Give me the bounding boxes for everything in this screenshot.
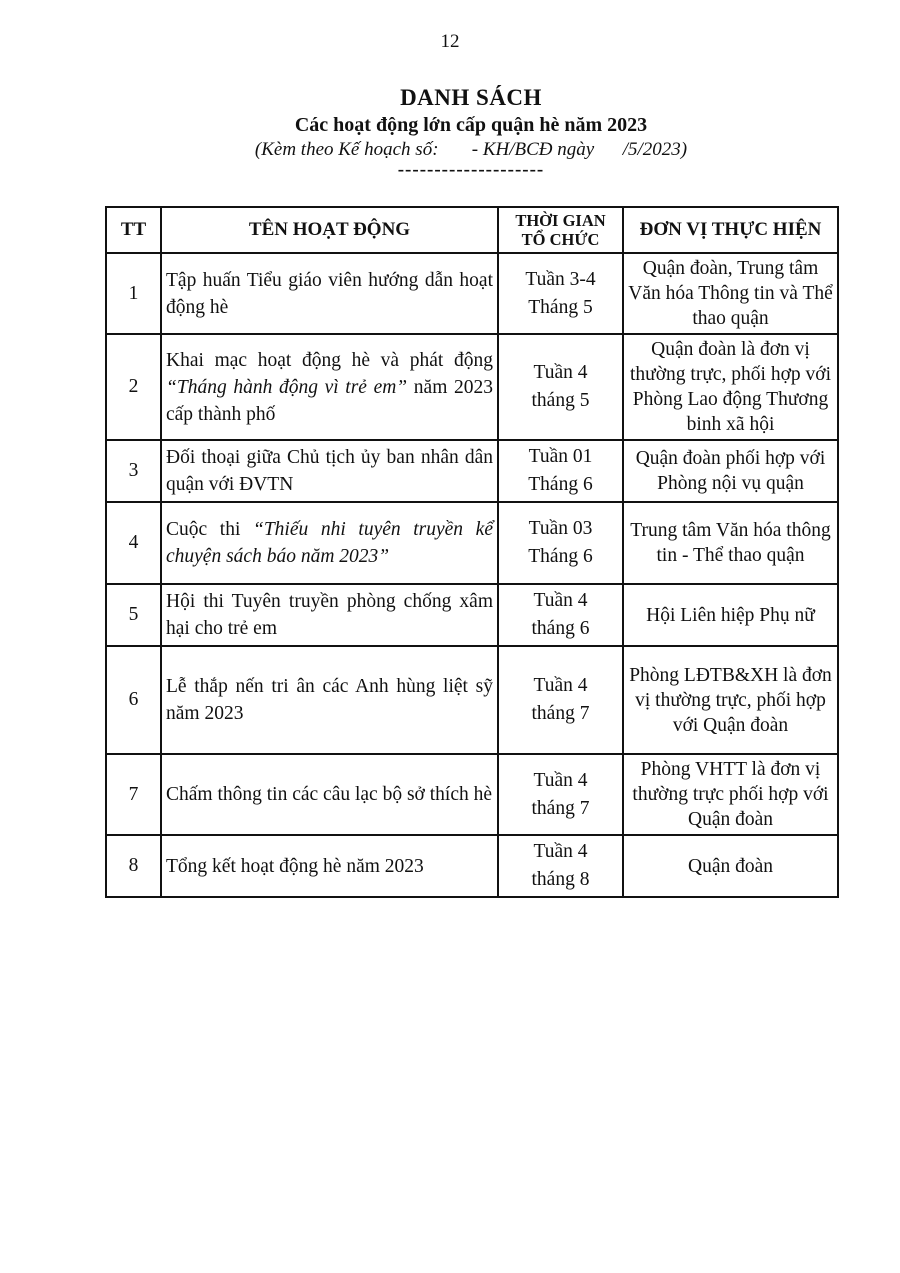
- table-row: [106, 253, 838, 334]
- activity-name: Lễ thắp nến tri ân các Anh hùng liệt sỹ năm 2023: [161, 646, 498, 754]
- activity-unit: Trung tâm Văn hóa thông tin - Thể thao quận: [623, 502, 838, 584]
- document-heading: [105, 85, 837, 179]
- attachment-note: (Kèm theo Kế hoạch số: - KH/BCĐ ngày /5/2023): [254, 139, 688, 160]
- activity-time: Tuần 4 tháng 5: [498, 334, 623, 440]
- page-number: 12: [440, 31, 460, 52]
- activity-unit: Quận đoàn phối hợp với Phòng nội vụ quận: [623, 440, 838, 502]
- row-index: 2: [106, 334, 161, 440]
- table-row: [106, 334, 838, 440]
- col-header-time: [498, 207, 623, 253]
- table-row: [106, 584, 838, 646]
- activity-unit: Quận đoàn: [623, 835, 838, 897]
- activity-time: Tuần 4 tháng 7: [498, 754, 623, 835]
- activity-unit: Phòng LĐTB&XH là đơn vị thường trực, phối hợp với Quận đoàn: [623, 646, 838, 754]
- col-header-time-line1: THỜI GIAN: [515, 211, 606, 230]
- activity-time: Tuần 4 tháng 6: [498, 584, 623, 646]
- activities-table: [105, 206, 839, 898]
- activity-name: Đối thoại giữa Chủ tịch ủy ban nhân dân quận với ĐVTN: [161, 440, 498, 502]
- activity-time: Tuần 4 tháng 7: [498, 646, 623, 754]
- activity-name: Tập huấn Tiểu giáo viên hướng dẫn hoạt động hè: [161, 253, 498, 334]
- table-row: [106, 835, 838, 897]
- row-index: 6: [106, 646, 161, 754]
- activity-unit: Quận đoàn, Trung tâm Văn hóa Thông tin và Thể thao quận: [623, 253, 838, 334]
- table-row: [106, 646, 838, 754]
- col-header-activity-name: TÊN HOẠT ĐỘNG: [161, 207, 498, 253]
- document-subtitle: Các hoạt động lớn cấp quận hè năm 2023: [294, 114, 648, 136]
- activity-name: Khai mạc hoạt động hè và phát động “Tháng hành động vì trẻ em” năm 2023 cấp thành phố: [161, 334, 498, 440]
- activity-unit: Quận đoàn là đơn vị thường trực, phối hợp với Phòng Lao động Thương binh xã hội: [623, 334, 838, 440]
- activity-unit: Hội Liên hiệp Phụ nữ: [623, 584, 838, 646]
- table-row: [106, 502, 838, 584]
- row-index: 3: [106, 440, 161, 502]
- row-index: 4: [106, 502, 161, 584]
- col-header-time-line2: TỔ CHỨC: [521, 230, 600, 249]
- row-index: 7: [106, 754, 161, 835]
- activity-time: Tuần 3-4 Tháng 5: [498, 253, 623, 334]
- document-title: DANH SÁCH: [400, 85, 542, 110]
- col-header-tt: TT: [106, 207, 161, 253]
- activity-name: Chấm thông tin các câu lạc bộ sở thích hè: [161, 754, 498, 835]
- activity-unit: Phòng VHTT là đơn vị thường trực phối hợp với Quận đoàn: [623, 754, 838, 835]
- separator-dashes: --------------------: [397, 159, 545, 180]
- activity-name: Tổng kết hoạt động hè năm 2023: [161, 835, 498, 897]
- activity-time: Tuần 4 tháng 8: [498, 835, 623, 897]
- activity-name: Hội thi Tuyên truyền phòng chống xâm hại cho trẻ em: [161, 584, 498, 646]
- activity-time: Tuần 03 Tháng 6: [498, 502, 623, 584]
- activity-time: Tuần 01 Tháng 6: [498, 440, 623, 502]
- row-index: 1: [106, 253, 161, 334]
- table-header-row: [106, 207, 838, 253]
- col-header-unit: ĐƠN VỊ THỰC HIỆN: [623, 207, 838, 253]
- activity-name: Cuộc thi “Thiếu nhi tuyên truyền kể chuyện sách báo năm 2023”: [161, 502, 498, 584]
- table-row: [106, 754, 838, 835]
- row-index: 5: [106, 584, 161, 646]
- table-row: [106, 440, 838, 502]
- row-index: 8: [106, 835, 161, 897]
